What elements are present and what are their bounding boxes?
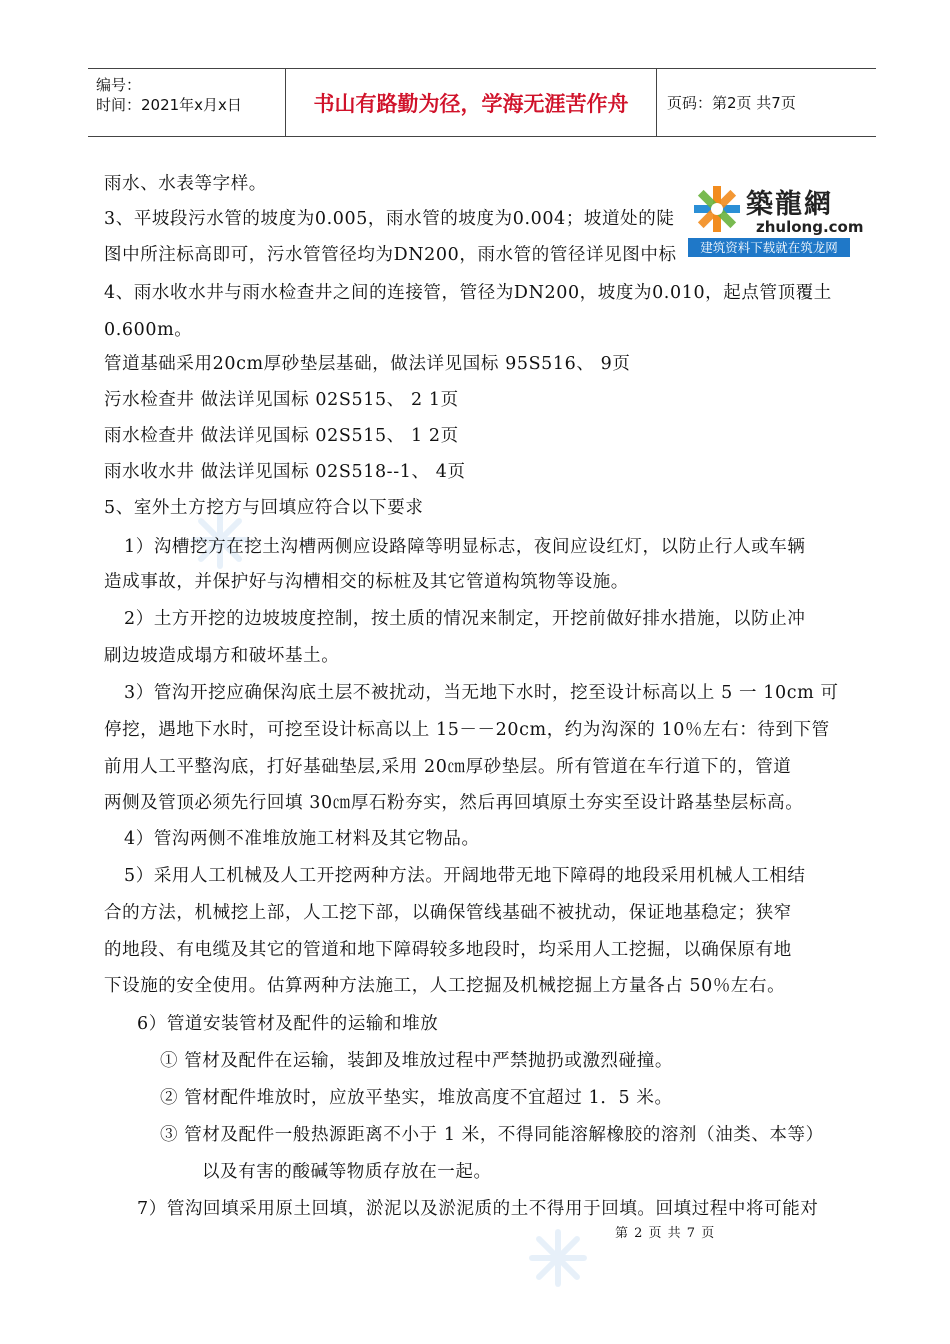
- text-line: 以及有害的酸碱等物质存放在一起。: [202, 1162, 492, 1182]
- text-line: 3）管沟开挖应确保沟底土层不被扰动，当无地下水时，挖至设计标高以上 5 一 10cm 可: [124, 683, 839, 703]
- text-line: 雨水、水表等字样。: [104, 174, 267, 194]
- text-line: 5、室外土方挖方与回填应符合以下要求: [104, 498, 424, 518]
- page-footer: 第 2 页 共 7 页: [615, 1226, 716, 1241]
- page-header: [88, 68, 876, 137]
- text-line: 刷边坡造成塌方和破坏基土。: [104, 646, 340, 666]
- logo-domain: zhulong.com: [756, 218, 864, 236]
- text-line: ② 管材配件堆放时，应放平垫实，堆放高度不宜超过 1．5 米。: [160, 1088, 673, 1108]
- text-line: 3、平坡段污水管的坡度为0.005，雨水管的坡度为0.004；坡道处的陡: [104, 209, 675, 229]
- text-line: 下设施的安全使用。估算两种方法施工，人工挖掘及机械挖掘上方量各占 50％左右。: [104, 976, 786, 996]
- text-line: 2）土方开挖的边坡坡度控制，按土质的情况来制定，开挖前做好排水措施，以防止冲: [124, 609, 806, 629]
- text-line: 两侧及管顶必须先行回填 30㎝厚石粉夯实，然后再回填原土夯实至设计路基垫层标高。: [104, 793, 804, 813]
- text-line: 合的方法，机械挖上部，人工挖下部，以确保管线基础不被扰动，保证地基稳定；狭窄: [104, 903, 792, 923]
- text-line: 7）管沟回填采用原土回填，淤泥以及淤泥质的土不得用于回填。回填过程中将可能对: [137, 1199, 819, 1219]
- text-line: 雨水检查井 做法详见国标 02S515、 1 2页: [104, 426, 459, 446]
- text-line: 的地段、有电缆及其它的管道和地下障碍较多地段时，均采用人工挖掘，以确保原有地: [104, 940, 792, 960]
- zhulong-logo: [688, 180, 864, 257]
- text-line: 雨水收水井 做法详见国标 02S518--1、 4页: [104, 462, 466, 482]
- text-line: 1）沟槽挖方在挖土沟槽两侧应设路障等明显标志，夜间应设红灯，以防止行人或车辆: [124, 537, 806, 557]
- text-line: ① 管材及配件在运输，装卸及堆放过程中严禁抛扔或激烈碰撞。: [160, 1051, 673, 1071]
- text-line: 4、雨水收水井与雨水检查井之间的连接管，管径为DN200，坡度为0.010，起点管顶覆土: [104, 283, 832, 303]
- logo-slogan: 建筑资料下载就在筑龙网: [688, 238, 850, 257]
- text-line: 管道基础采用20cm厚砂垫层基础，做法详见国标 95S516、 9页: [104, 354, 631, 374]
- text-line: 图中所注标高即可，污水管管径均为DN200，雨水管的管径详见图中标: [104, 245, 677, 265]
- document-time: 时间：2021年x月x日: [96, 96, 242, 114]
- header-motto: 书山有路勤为径，学海无涯苦作舟: [286, 69, 657, 136]
- text-line: 4）管沟两侧不准堆放施工材料及其它物品。: [124, 829, 480, 849]
- logo-name: 築龍網: [746, 189, 833, 220]
- text-line: 污水检查井 做法详见国标 02S515、 2 1页: [104, 390, 459, 410]
- snowflake-logo-icon: [692, 184, 742, 234]
- header-page-number: 页码：第2页 共7页: [667, 94, 796, 112]
- text-line: 5）采用人工机械及人工开挖两种方法。开阔地带无地下障碍的地段采用机械人工相结: [124, 866, 806, 886]
- text-line: 6）管道安装管材及配件的运输和堆放: [137, 1014, 439, 1034]
- text-line: 停挖，遇地下水时，可挖至设计标高以上 15－－20cm，约为沟深的 10％左右：待到下管: [104, 720, 830, 740]
- text-line: ③ 管材及配件一般热源距离不小于 1 米，不得同能溶解橡胶的溶剂（油类、本等）: [160, 1125, 824, 1145]
- text-line: 前用人工平整沟底，打好基础垫层,采用 20㎝厚砂垫层。所有管道在车行道下的，管道: [104, 757, 792, 777]
- text-line: 造成事故，并保护好与沟槽相交的标桩及其它管道构筑物等设施。: [104, 572, 629, 592]
- document-number: 编号：: [96, 76, 142, 94]
- text-line: 0.600m。: [104, 320, 193, 340]
- watermark-snowflake-icon: [528, 1228, 588, 1288]
- header-meta: [88, 69, 286, 136]
